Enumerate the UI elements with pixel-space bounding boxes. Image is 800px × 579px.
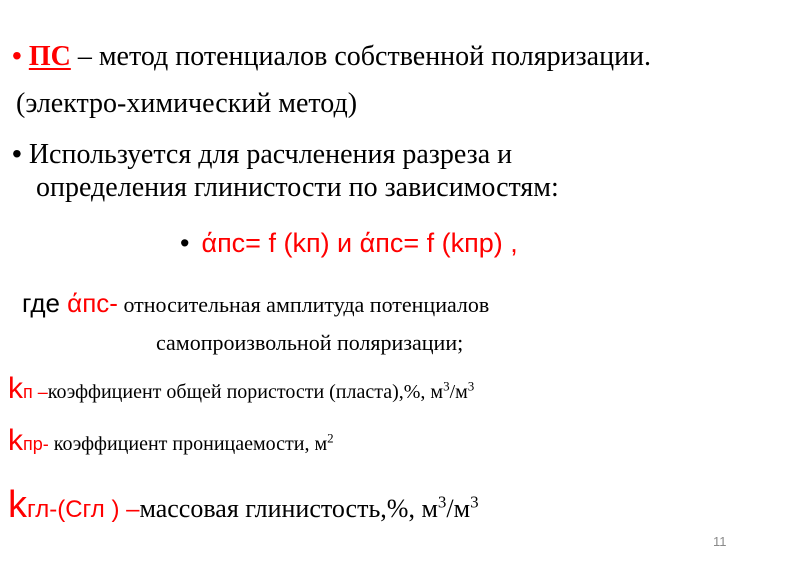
- superscript: 3: [437, 492, 447, 512]
- kp-symbol-k: k: [8, 372, 23, 405]
- def-kgl-line: [8, 484, 479, 527]
- superscript: 3: [467, 378, 475, 394]
- def-kpr-line: [8, 424, 334, 458]
- bullet-marker: •: [12, 40, 22, 71]
- superscript: 3: [443, 378, 450, 394]
- bullet-marker: •: [180, 228, 190, 258]
- unit-separator: /м: [446, 494, 471, 523]
- formula-line: [180, 228, 518, 259]
- bullet-line-1: [12, 40, 651, 73]
- aps-definition-b: самопроизвольной поляризации;: [156, 330, 464, 355]
- unit-separator: /м: [449, 381, 468, 403]
- kpr-symbol-k: k: [8, 424, 23, 457]
- kpr-symbol-sub: пр-: [23, 434, 49, 454]
- aps-symbol: άпс-: [67, 288, 118, 318]
- kgl-symbol-sub: гл-(Сгл ) –: [27, 496, 140, 523]
- usage-text-b: определения глинистости по зависимостям:: [36, 172, 559, 203]
- usage-text-a: Используется для расчленения разреза и: [28, 139, 513, 170]
- kp-definition: коэффициент общей пористости (пласта),%, м: [47, 381, 444, 403]
- def-aps-line: [22, 288, 489, 319]
- kpr-definition: коэффициент проницаемости, м: [48, 433, 328, 455]
- formula: άпс= f (kп) и άпс= f (kпр) ,: [201, 228, 518, 258]
- kgl-definition: массовая глинистость,%, м: [139, 494, 438, 523]
- where-word: где: [22, 288, 68, 318]
- superscript: 2: [327, 430, 334, 446]
- kgl-symbol-k: k: [8, 484, 27, 526]
- ps-term: ПС: [28, 41, 71, 72]
- superscript: 3: [470, 492, 479, 512]
- def-kp-line: [8, 372, 474, 406]
- bullet-marker: •: [12, 138, 22, 169]
- bullet-line-2: [12, 136, 512, 173]
- page-number: 11: [713, 534, 727, 549]
- ps-definition: – метод потенциалов собственной поляризации.: [70, 41, 652, 72]
- aps-definition-a: относительная амплитуда потенциалов: [117, 292, 490, 317]
- kp-symbol-sub: п –: [23, 382, 48, 402]
- method-note: (электро-химический метод): [16, 88, 358, 119]
